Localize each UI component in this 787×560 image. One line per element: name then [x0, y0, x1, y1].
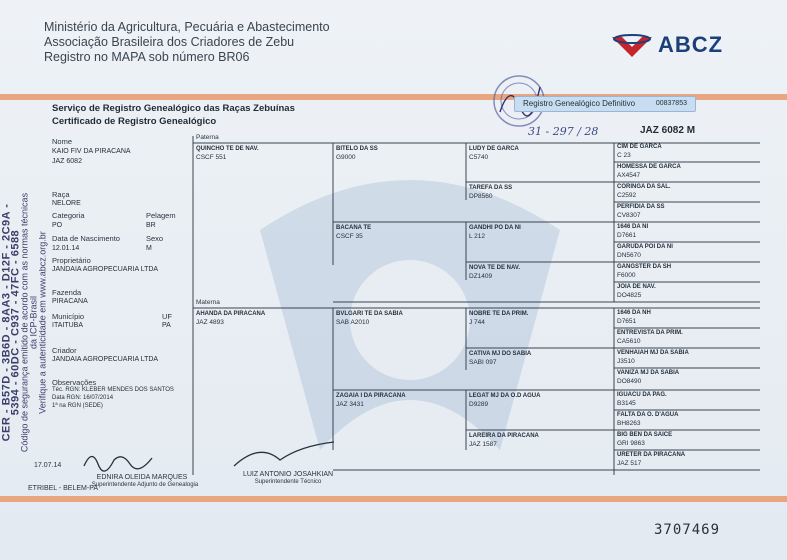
left-signer-name: EDNIRA OLEIDA MARQUES: [96, 474, 188, 481]
avo-pp-code: G9000: [336, 154, 356, 161]
fazenda-value: PIRACANA: [52, 298, 88, 305]
org-line-registry: Registro no MAPA sob número BR06: [44, 50, 250, 64]
trisavo-5-name: 1646 DA NI: [617, 224, 649, 230]
raca-value: NELORE: [52, 200, 81, 207]
bis-pmm-code: DZ1409: [469, 273, 493, 280]
trisavo-10-name: ENTREVISTA DA PRIM.: [617, 330, 683, 336]
trisavo-5-code: D7661: [617, 232, 637, 239]
trisavo-13-name: IGUACU DA PAG.: [617, 392, 667, 398]
logo-text: ABCZ: [658, 32, 724, 57]
pelagem-value: BR: [146, 222, 156, 229]
proprietario-label: Proprietário: [52, 256, 91, 265]
trisavo-10-code: CA5610: [617, 338, 641, 345]
trisavo-11-code: J3510: [617, 358, 635, 365]
mae-name: AHANDA DA PIRACANA: [196, 311, 266, 317]
avo-pp-name: BITELO DA SS: [336, 146, 378, 152]
left-signature-icon: [80, 446, 160, 474]
trisavo-14-name: FALTA DA O. D'AGUA: [617, 412, 679, 418]
trisavo-13-code: B3145: [617, 400, 636, 407]
avo-mm-name: ZAGAIA I DA PIRACANA: [336, 393, 406, 399]
bis-pmm-name: NOVA TE DE NAV.: [469, 265, 521, 271]
nome-code: JAZ 6082: [52, 158, 82, 165]
bis-mpp-code: J 744: [469, 319, 485, 326]
bis-mpp-name: NOBRE TE DA PRIM.: [469, 311, 529, 317]
bis-pmp-name: GANDHI PO DA NI: [469, 225, 521, 231]
handwritten-date: 31 - 297 / 28: [528, 125, 599, 138]
trisavo-9-code: D7651: [617, 318, 637, 325]
serial-number: 3707469: [654, 522, 721, 538]
trisavo-8-code: DO4825: [617, 292, 642, 299]
categoria-label: Categoria: [52, 211, 85, 220]
trisavo-2-code: AX4547: [617, 172, 641, 179]
nascimento-value: 12.01.14: [52, 245, 80, 252]
nascimento-label: Data de Nascimento: [52, 234, 120, 243]
criador-value: JANDAIA AGROPECUARIA LTDA: [52, 356, 159, 363]
bis-mpm-name: CATIVA MJ DO SABIA: [469, 351, 532, 357]
issuing-city: ETRIBEL - BELEM-PA: [28, 485, 99, 492]
bis-pmp-code: L 212: [469, 233, 486, 240]
municipio-label: Município: [52, 312, 85, 321]
bis-ppm-code: DP8560: [469, 193, 493, 200]
trisavo-7-name: GANGSTER DA SH: [617, 264, 672, 270]
obs-line-3: 1ª na RGN (SEDE): [52, 403, 103, 409]
trisavo-7-code: F6000: [617, 272, 636, 279]
paterna-label: Paterna: [196, 134, 219, 141]
pai-name: QUINCHO TE DE NAV.: [196, 146, 259, 152]
trisavo-16-code: JAZ 517: [617, 460, 642, 467]
avo-pm-name: BACANA TE: [336, 225, 372, 231]
bis-mmm-code: JAZ 1587: [469, 441, 497, 448]
right-signer-role: Superintendente Técnico: [254, 479, 322, 485]
bis-mmp-code: D9289: [469, 401, 489, 408]
trisavo-4-code: CV8307: [617, 212, 641, 219]
right-signer-name: LUIZ ANTONIO JOSAHKIAN: [242, 471, 334, 478]
right-signature-icon: [230, 436, 340, 470]
trisavo-3-name: CORINGA DA SAL.: [617, 184, 671, 190]
org-line-association: Associação Brasileira dos Criadores de Zebu: [44, 35, 295, 49]
avo-mp-name: BVLGARI TE DA SABIA: [336, 311, 403, 317]
materna-label: Materna: [196, 299, 220, 306]
avo-mm-code: JAZ 3431: [336, 401, 364, 408]
trisavo-6-code: DN5670: [617, 252, 641, 259]
mae-code: JAZ 4893: [196, 319, 224, 326]
trisavo-4-name: PERFIDIA DA SS: [617, 204, 665, 210]
criador-label: Criador: [52, 346, 77, 355]
trisavo-2-name: HOMESSA DE GARCA: [617, 164, 681, 170]
registration-number: 00837853: [655, 100, 687, 107]
bis-mmp-name: LEGAT MJ DA O.D AGUA: [469, 393, 541, 399]
registration-label: Registro Genealógico Definitivo: [523, 99, 636, 108]
bis-mmm-name: LAREIRA DA PIRACANA: [469, 433, 539, 439]
security-code-note-2: Verifique a autenticidade em www.abcz.org.br: [37, 231, 48, 414]
sexo-value: M: [146, 245, 152, 252]
bis-ppp-name: LUDY DE GARCA: [469, 146, 519, 152]
pelagem-label: Pelagem: [146, 211, 176, 220]
obs-line-1: Téc. RGN: KLEBER MENDES DOS SANTOS: [52, 387, 174, 393]
bis-ppm-name: TAREFA DA SS: [469, 185, 513, 191]
avo-pm-code: CSCF 35: [336, 233, 363, 240]
bis-ppp-code: C5740: [469, 154, 489, 161]
trisavo-9-name: 1646 DA NH: [617, 310, 651, 316]
municipio-value: ITAITUBA: [52, 322, 83, 329]
avo-mp-code: SAB A2010: [336, 319, 370, 326]
observacoes-label: Observações: [52, 378, 97, 387]
trisavo-16-name: URETER DA PIRACANA: [617, 452, 686, 458]
left-signer-role: Superintendente Adjunto de Genealogia: [91, 482, 199, 488]
nome-label: Nome: [52, 137, 73, 146]
uf-value: PA: [162, 322, 171, 329]
categoria-value: PO: [52, 222, 63, 229]
service-title: Serviço de Registro Genealógico das Raças Zebuínas: [52, 103, 295, 114]
trisavo-14-code: BH8263: [617, 420, 641, 427]
fazenda-label: Fazenda: [52, 288, 82, 297]
animal-code: JAZ 6082 M: [640, 125, 696, 136]
trisavo-8-name: JOIA DE NAV.: [617, 284, 656, 290]
trisavo-11-name: VENHAIAH MJ DA SABIA: [617, 350, 689, 356]
trisavo-6-name: GARUDA POI DA NI: [617, 244, 673, 250]
org-line-ministry: Ministério da Agricultura, Pecuária e Abastecimento: [44, 20, 330, 34]
bis-mpm-code: SABI 097: [469, 359, 497, 366]
trisavo-1-code: C 23: [617, 152, 631, 159]
trisavo-12-code: DO8490: [617, 378, 642, 385]
security-code-note-1: Código de segurança emitido de acordo com as normas técnicas da ICP-Brasil: [19, 192, 39, 453]
trisavo-15-code: GRI 9863: [617, 440, 645, 447]
uf-label: UF: [162, 312, 172, 321]
nome-value: KAIO FIV DA PIRACANA: [52, 148, 131, 155]
pai-code: CSCF 551: [196, 154, 227, 161]
certificate-title: Certificado de Registro Genealógico: [52, 116, 217, 127]
security-code: CER - B57D - 3B6D - 8AA3 - D12F - 2C9A - 5394 - 60DC - C937 - 47FC - 6588: [0, 203, 22, 442]
raca-label: Raça: [52, 190, 70, 199]
sexo-label: Sexo: [146, 234, 164, 243]
proprietario-value: JANDAIA AGROPECUARIA LTDA: [52, 266, 159, 273]
trisavo-12-name: VANIZA MJ DA SABIA: [617, 370, 680, 376]
trisavo-1-name: CIM DE GARCA: [617, 144, 662, 150]
trisavo-15-name: BIG BEN DA SAICE: [617, 432, 673, 438]
obs-line-2: Data RGN: 16/07/2014: [52, 395, 114, 401]
trisavo-3-code: C2592: [617, 192, 637, 199]
signature-date: 17.07.14: [34, 462, 62, 469]
